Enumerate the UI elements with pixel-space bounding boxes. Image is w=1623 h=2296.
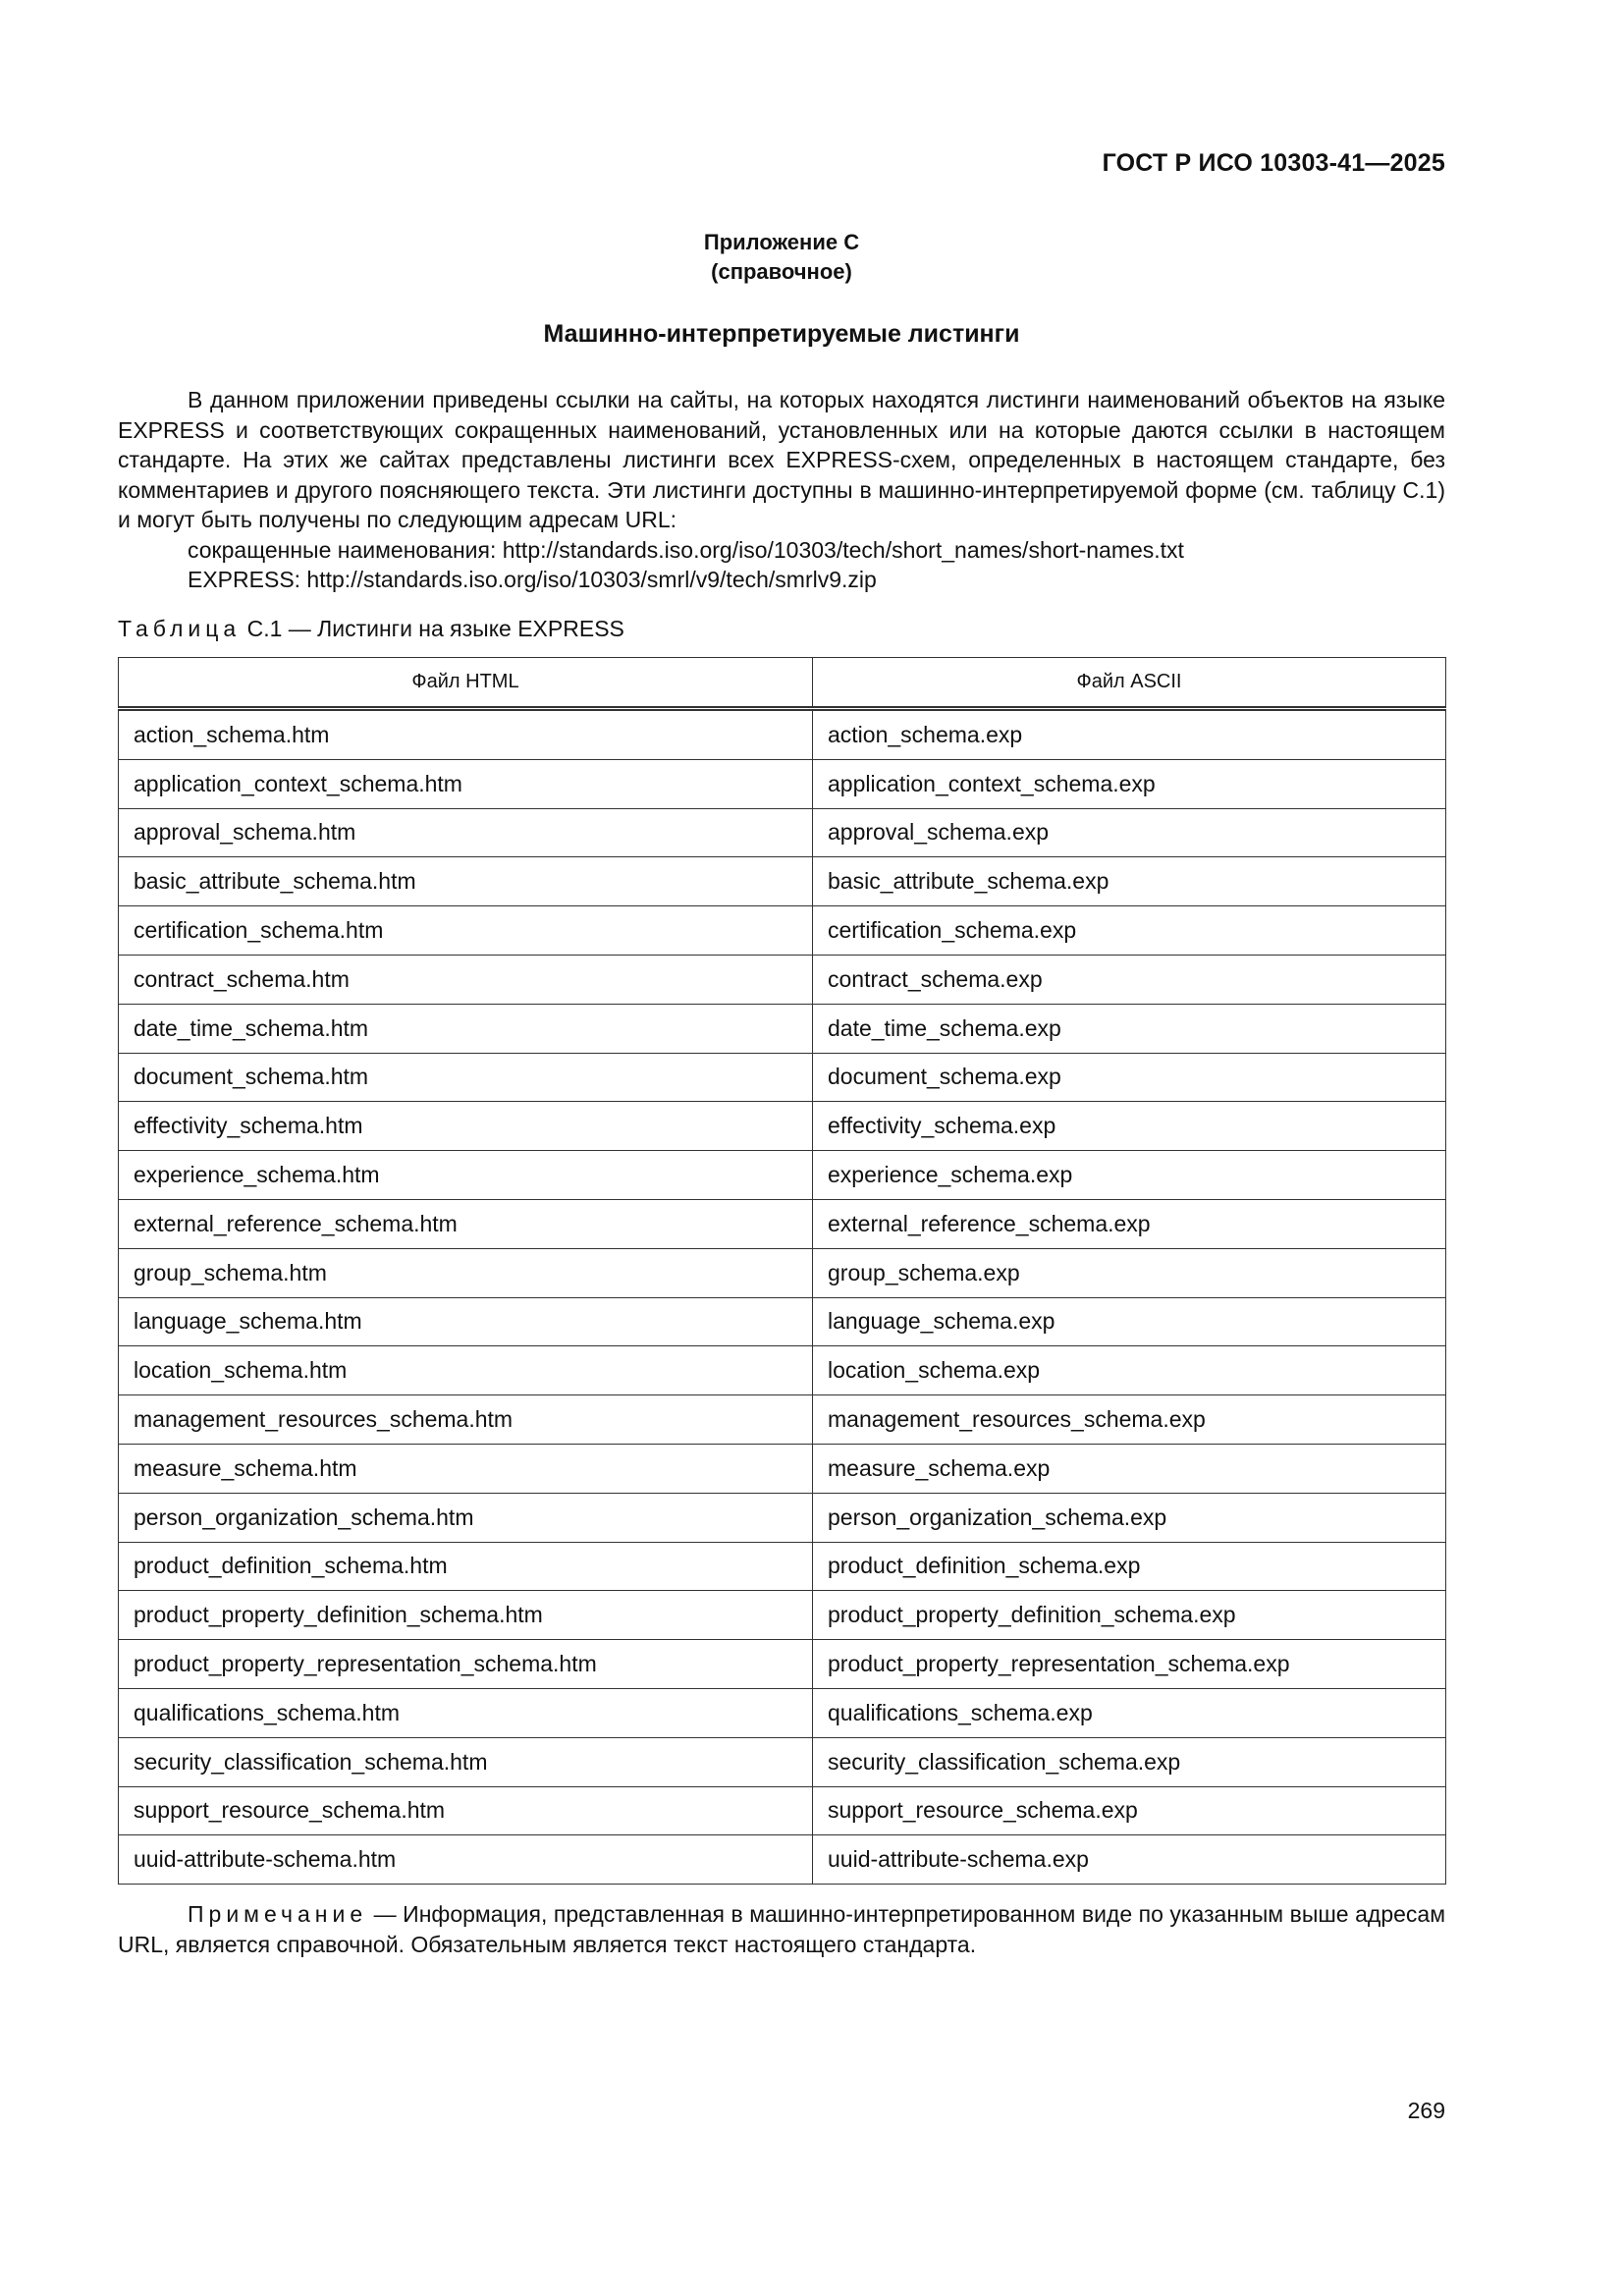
html-file-cell: certification_schema.htm: [119, 906, 813, 956]
annex-heading: [118, 228, 1445, 287]
table-row: [119, 1053, 1446, 1102]
table-row: [119, 1493, 1446, 1542]
intro-section: [118, 385, 1445, 595]
annex-status: (справочное): [711, 259, 852, 284]
table-caption: [118, 616, 624, 642]
note-label: Примечание: [188, 1901, 368, 1927]
table-row: [119, 1542, 1446, 1591]
table-row: [119, 1395, 1446, 1445]
ascii-file-cell: contract_schema.exp: [813, 955, 1446, 1004]
express-url: EXPRESS: http://standards.iso.org/iso/10303/smrl/v9/tech/smrlv9.zip: [188, 567, 877, 592]
html-file-cell: product_definition_schema.htm: [119, 1542, 813, 1591]
table-row: [119, 1640, 1446, 1689]
html-file-cell: approval_schema.htm: [119, 808, 813, 857]
html-file-cell: application_context_schema.htm: [119, 759, 813, 808]
table-row: [119, 1151, 1446, 1200]
ascii-file-cell: document_schema.exp: [813, 1053, 1446, 1102]
table-row: [119, 1102, 1446, 1151]
table-caption-prefix: Таблица: [118, 616, 242, 641]
html-file-cell: product_property_representation_schema.htm: [119, 1640, 813, 1689]
ascii-file-cell: external_reference_schema.exp: [813, 1199, 1446, 1248]
table-row: [119, 1444, 1446, 1493]
table-row: [119, 906, 1446, 956]
html-file-cell: external_reference_schema.htm: [119, 1199, 813, 1248]
note-section: [118, 1899, 1445, 1959]
table-row: [119, 709, 1446, 760]
ascii-file-cell: experience_schema.exp: [813, 1151, 1446, 1200]
ascii-file-cell: product_definition_schema.exp: [813, 1542, 1446, 1591]
html-file-cell: management_resources_schema.htm: [119, 1395, 813, 1445]
table-row: [119, 1346, 1446, 1395]
ascii-file-cell: group_schema.exp: [813, 1248, 1446, 1297]
ascii-file-cell: qualifications_schema.exp: [813, 1688, 1446, 1737]
html-file-cell: measure_schema.htm: [119, 1444, 813, 1493]
ascii-file-cell: application_context_schema.exp: [813, 759, 1446, 808]
table-body: [119, 709, 1446, 1885]
html-file-cell: person_organization_schema.htm: [119, 1493, 813, 1542]
note-text: — Информация, представленная в машинно-интерпретированном виде по указанным выше адресам URL, является справочной. Обязательным является текст настоящего стандарта.: [118, 1901, 1446, 1957]
html-file-cell: contract_schema.htm: [119, 955, 813, 1004]
table-row: [119, 1591, 1446, 1640]
table-row: [119, 1297, 1446, 1346]
table-row: [119, 808, 1446, 857]
ascii-file-cell: location_schema.exp: [813, 1346, 1446, 1395]
table-row: [119, 1786, 1446, 1835]
ascii-file-cell: basic_attribute_schema.exp: [813, 857, 1446, 906]
html-file-cell: basic_attribute_schema.htm: [119, 857, 813, 906]
table-row: [119, 1248, 1446, 1297]
ascii-file-cell: management_resources_schema.exp: [813, 1395, 1446, 1445]
ascii-file-cell: date_time_schema.exp: [813, 1004, 1446, 1053]
ascii-file-cell: support_resource_schema.exp: [813, 1786, 1446, 1835]
html-file-cell: support_resource_schema.htm: [119, 1786, 813, 1835]
short-names-url: сокращенные наименования: http://standards.iso.org/iso/10303/tech/short_names/short-names.txt: [188, 536, 1184, 563]
ascii-file-cell: uuid-attribute-schema.exp: [813, 1835, 1446, 1885]
html-file-cell: effectivity_schema.htm: [119, 1102, 813, 1151]
table-header-row: [119, 658, 1446, 709]
table-row: [119, 857, 1446, 906]
annex-title: Машинно-интерпретируемые листинги: [543, 320, 1020, 348]
ascii-file-cell: person_organization_schema.exp: [813, 1493, 1446, 1542]
table-row: [119, 1004, 1446, 1053]
html-file-cell: date_time_schema.htm: [119, 1004, 813, 1053]
listings-table: [118, 657, 1446, 1885]
table-row: [119, 1688, 1446, 1737]
ascii-file-cell: security_classification_schema.exp: [813, 1737, 1446, 1786]
ascii-file-cell: language_schema.exp: [813, 1297, 1446, 1346]
ascii-file-cell: effectivity_schema.exp: [813, 1102, 1446, 1151]
annex-label: Приложение С: [703, 230, 860, 254]
document-page: [118, 0, 1445, 2296]
html-file-cell: qualifications_schema.htm: [119, 1688, 813, 1737]
ascii-file-cell: product_property_definition_schema.exp: [813, 1591, 1446, 1640]
table-row: [119, 1199, 1446, 1248]
ascii-file-cell: approval_schema.exp: [813, 808, 1446, 857]
document-id: ГОСТ Р ИСО 10303-41—2025: [1102, 149, 1445, 177]
ascii-file-cell: certification_schema.exp: [813, 906, 1446, 956]
ascii-file-cell: measure_schema.exp: [813, 1444, 1446, 1493]
column-header-html: Файл HTML: [119, 658, 813, 709]
table-row: [119, 1737, 1446, 1786]
html-file-cell: document_schema.htm: [119, 1053, 813, 1102]
table-row: [119, 955, 1446, 1004]
table-caption-text: С.1 — Листинги на языке EXPRESS: [246, 616, 624, 641]
html-file-cell: security_classification_schema.htm: [119, 1737, 813, 1786]
html-file-cell: experience_schema.htm: [119, 1151, 813, 1200]
html-file-cell: location_schema.htm: [119, 1346, 813, 1395]
html-file-cell: group_schema.htm: [119, 1248, 813, 1297]
table-row: [119, 759, 1446, 808]
ascii-file-cell: action_schema.exp: [813, 709, 1446, 760]
page-number: 269: [1407, 2098, 1445, 2123]
column-header-ascii: Файл ASCII: [813, 658, 1446, 709]
html-file-cell: action_schema.htm: [119, 709, 813, 760]
intro-paragraph: В данном приложении приведены ссылки на сайты, на которых находятся листинги наименований объектов на языке EXPRESS и соответствующих сокращенных наименований, установленных или на которые даются ссылки в настоящем стандарте. На этих же сайтах представлены листинги всех EXPRESS-схем, определенных в настоящем стандарте, без комментариев и другого поясняющего текста. Эти листинги доступны в машинно-интерпретируемой форме (см. таблицу С.1) и могут быть получены по следующим адресам URL:: [118, 387, 1445, 532]
html-file-cell: uuid-attribute-schema.htm: [119, 1835, 813, 1885]
html-file-cell: product_property_definition_schema.htm: [119, 1591, 813, 1640]
html-file-cell: language_schema.htm: [119, 1297, 813, 1346]
ascii-file-cell: product_property_representation_schema.exp: [813, 1640, 1446, 1689]
table-row: [119, 1835, 1446, 1885]
